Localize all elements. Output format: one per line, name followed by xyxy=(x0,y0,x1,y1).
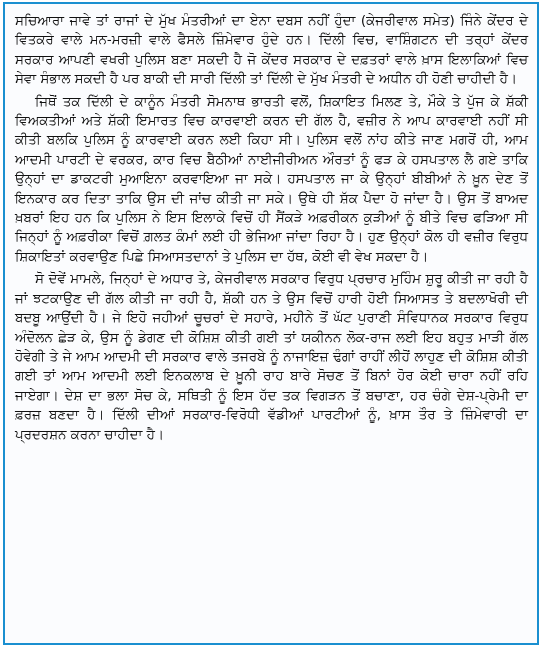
article-paragraph-2: ਜਿਥੋਂ ਤਕ ਦਿੱਲੀ ਦੇ ਕਾਨੂੰਨ ਮੰਤਰੀ ਸੋਮਨਾਥ ਭਾਰਤੀ ਵਲੋਂ, ਸ਼ਿਕਾਇਤ ਮਿਲਣ ਤੇ, ਮੌਕੇ ਤੇ ਪੁੱਜ ਕੇ ਸ਼ੱਕੀ ਵਿਅਕਤੀਆਂ ਅਤੇ ਸ਼ੱਕੀ ਇਮਾਰਤ ਵਿਚ ਕਾਰਵਾਈ ਕਰਨ ਦੀ ਗੱਲ ਹੈ, ਵਜ਼ੀਰ ਨੇ ਆਪ ਕਾਰਵਾਈ ਨਹੀਂ ਸੀ ਕੀਤੀ ਬਲਕਿ ਪੁਲਿਸ ਨੂੰ ਕਾਰਵਾਈ ਕਰਨ ਲਈ ਕਿਹਾ ਸੀ। ਪੁਲਿਸ ਵਲੋਂ ਨਾਂਹ ਕੀਤੇ ਜਾਣ ਮਗਰੋਂ ਹੀ, ਆਮ ਆਦਮੀ ਪਾਰਟੀ ਦੇ ਵਰਕਰ, ਕਾਰ ਵਿਚ ਬੈਠੀਆਂ ਨਾਈਜੀਰੀਅਨ ਔਰਤਾਂ ਨੂੰ ਫੜ ਕੇ ਹਸਪਤਾਲ ਲੈ ਗਏ ਤਾਕਿ ਉਨ੍ਹਾਂ ਦਾ ਡਾਕਟਰੀ ਮੁਆਇਨਾ ਕਰਵਾਇਆ ਜਾ ਸਕੇ। ਹਸਪਤਾਲ ਜਾ ਕੇ ਉਨ੍ਹਾਂ ਬੀਬੀਆਂ ਨੇ ਖ਼ੂਨ ਦੇਣ ਤੋਂ ਇਨਕਾਰ ਕਰ ਦਿਤਾ ਤਾਕਿ ਉਸ ਦੀ ਜਾਂਚ ਕੀਤੀ ਜਾ ਸਕੇ। ਉਥੇ ਹੀ ਸ਼ੱਕ ਪੈਦਾ ਹੋ ਜਾਂਦਾ ਹੈ। ਉਸ ਤੋਂ ਬਾਅਦ ਖ਼ਬਰਾਂ ਇਹ ਹਨ ਕਿ ਪੁਲਿਸ ਨੇ ਇਸ ਇਲਾਕੇ ਵਿਚੋਂ ਹੀ ਸੈਂਕੜੇ ਅਫ਼ਰੀਕਨ ਕੁੜੀਆਂ ਨੂੰ ਬੀਤੇ ਵਿਚ ਫੜਿਆ ਸੀ ਜਿਨ੍ਹਾਂ ਨੂੰ ਅਫ਼ਰੀਕਾ ਵਿਚੋਂ ਗ਼ਲਤ ਕੰਮਾਂ ਲਈ ਹੀ ਭੇਜਿਆ ਜਾਂਦਾ ਰਿਹਾ ਹੈ। ਹੁਣ ਉਨ੍ਹਾਂ ਕੋਲ ਹੀ ਵਜ਼ੀਰ ਵਿਰੁਧ ਸ਼ਿਕਾਇਤਾਂ ਕਰਵਾਉਣ ਪਿਛੇ ਸਿਆਸਤਦਾਨਾਂ ਤੇ ਪੁਲਿਸ ਦਾ ਹੱਥ, ਕੋਈ ਵੀ ਵੇਖ ਸਕਦਾ ਹੈ। xyxy=(15,94,528,265)
article-paragraph-3: ਸੋ ਦੋਵੇਂ ਮਾਮਲੇ, ਜਿਨ੍ਹਾਂ ਦੇ ਅਧਾਰ ਤੇ, ਕੇਜਰੀਵਾਲ ਸਰਕਾਰ ਵਿਰੁਧ ਪ੍ਰਚਾਰ ਮੁਹਿੰਮ ਸ਼ੁਰੂ ਕੀਤੀ ਜਾ ਰਹੀ ਹੈ ਜਾਂ ਝਟਕਾਉਣ ਦੀ ਗੱਲ ਕੀਤੀ ਜਾ ਰਹੀ ਹੈ, ਸ਼ੱਕੀ ਹਨ ਤੇ ਉਸ ਵਿਚੋਂ ਹਾਰੀ ਹੋਈ ਸਿਆਸਤ ਤੇ ਬਦਲਾਖੋਰੀ ਦੀ ਬਦਬੂ ਆਉਂਦੀ ਹੈ। ਜੇ ਇਹੋ ਜਹੀਆਂ ਚੂਚਰਾਂ ਦੇ ਸਹਾਰੇ, ਮਹੀਨੇ ਤੋਂ ਘੱਟ ਪੁਰਾਣੀ ਸੰਵਿਧਾਨਕ ਸਰਕਾਰ ਵਿਰੁਧ ਅੰਦੋਲਨ ਛੇੜ ਕੇ, ਉਸ ਨੂੰ ਡੇਗਣ ਦੀ ਕੋਸ਼ਿਸ਼ ਕੀਤੀ ਗਈ ਤਾਂ ਯਕੀਨਨ ਲੋਕ-ਰਾਜ ਲਈ ਇਹ ਬਹੁਤ ਮਾੜੀ ਗੱਲ ਹੋਵੇਗੀ ਤੇ ਜੇ ਆਮ ਆਦਮੀ ਦੀ ਸਰਕਾਰ ਵਾਲੇ ਤਜਰਬੇ ਨੂੰ ਨਾਜਾਇਜ਼ ਢੰਗਾਂ ਰਾਹੀਂ ਲੀਹੋਂ ਲਾਹੁਣ ਦੀ ਕੋਸ਼ਿਸ਼ ਕੀਤੀ ਗਈ ਤਾਂ ਆਮ ਆਦਮੀ ਲਈ ਇਨਕਲਾਬ ਦੇ ਖ਼ੂਨੀ ਰਾਹ ਬਾਰੇ ਸੋਚਣ ਤੋਂ ਬਿਨਾਂ ਹੋਰ ਕੋਈ ਚਾਰਾ ਨਹੀਂ ਰਹਿ ਜਾਏਗਾ। ਦੇਸ਼ ਦਾ ਭਲਾ ਸੋਚ ਕੇ, ਸਥਿਤੀ ਨੂੰ ਇਸ ਹੱਦ ਤਕ ਵਿਗੜਨ ਤੋਂ ਬਚਾਣਾ, ਹਰ ਚੰਗੇ ਦੇਸ਼-ਪ੍ਰੇਮੀ ਦਾ ਫ਼ਰਜ਼ ਬਣਦਾ ਹੈ। ਦਿੱਲੀ ਦੀਆਂ ਸਰਕਾਰ-ਵਿਰੋਧੀ ਵੱਡੀਆਂ ਪਾਰਟੀਆਂ ਨੂੰ, ਖ਼ਾਸ ਤੌਰ ਤੇ ਜ਼ਿੰਮੇਵਾਰੀ ਦਾ ਪ੍ਰਦਰਸ਼ਨ ਕਰਨਾ ਚਾਹੀਦਾ ਹੈ। xyxy=(15,272,528,443)
article-box xyxy=(3,2,539,645)
article-paragraph-1: ਸਚਿਆਰਾ ਜਾਵੇ ਤਾਂ ਰਾਜਾਂ ਦੇ ਮੁੱਖ ਮੰਤਰੀਆਂ ਦਾ ਏਨਾ ਦਬਸ ਨਹੀਂ ਹੁੰਦਾ (ਕੇਜਰੀਵਾਲ ਸਮੇਤ) ਜਿੰਨੇ ਕੇਂਦਰ ਦੇ ਵਿਤਕਰੇ ਵਾਲੇ ਮਨ-ਮਰਜ਼ੀ ਵਾਲੇ ਫੈਸਲੇ ਜ਼ਿੰਮੇਵਾਰ ਹੁੰਦੇ ਹਨ। ਦਿੱਲੀ ਵਿਚ, ਵਾਸ਼ਿੰਗਟਨ ਦੀ ਤਰ੍ਹਾਂ ਕੇਂਦਰ ਸਰਕਾਰ ਆਪਣੀ ਵਖਰੀ ਪੁਲਿਸ ਬਣਾ ਸਕਦੀ ਹੈ ਜੋ ਕੇਂਦਰ ਸਰਕਾਰ ਦੇ ਦਫ਼ਤਰਾਂ ਵਾਲੇ ਖ਼ਾਸ ਇਲਾਕਿਆਂ ਵਿਚ ਸੇਵਾ ਸੰਭਾਲ ਸਕਦੀ ਹੈ ਪਰ ਬਾਕੀ ਦੀ ਸਾਰੀ ਦਿੱਲੀ ਤਾਂ ਦਿੱਲੀ ਦੇ ਮੁੱਖ ਮੰਤਰੀ ਦੇ ਅਧੀਨ ਹੀ ਹੋਣੀ ਚਾਹੀਦੀ ਹੈ। xyxy=(15,14,528,88)
